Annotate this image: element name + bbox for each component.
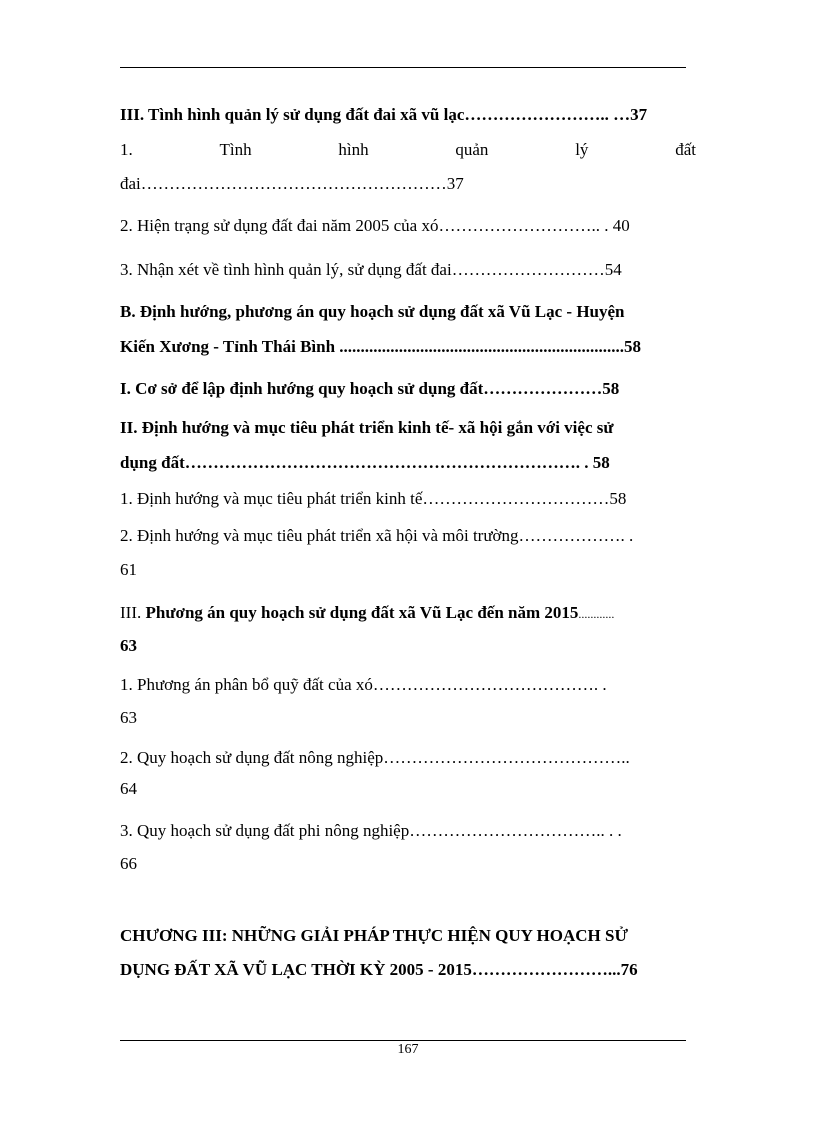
toc-entry-2-hien-trang[interactable]: 2. Hiện trạng sử dụng đất đai năm 2005 của xó……………………….. . 40	[120, 216, 630, 235]
toc-entry-3-phi-nong-nghiep-page: 66	[120, 854, 137, 873]
toc-entry-2-xa-hoi-page: 61	[120, 560, 137, 579]
word: lý	[575, 140, 589, 159]
toc-entry-b-dinh-huong[interactable]: B. Định hướng, phương án quy hoạch sử dụng đất xã Vũ Lạc - Huyện	[120, 302, 625, 321]
toc-entry-2-nong-nghiep[interactable]: 2. Quy hoạch sử dụng đất nông nghiệp……………………………………..	[120, 748, 630, 767]
toc-entry-iii-tinh-hinh[interactable]: III. Tình hình quản lý sử dụng đất đai xã vũ lạc…………………….. …37	[120, 105, 648, 124]
word: đất	[675, 140, 696, 159]
toc-entry-iii-phuong-an-page: 63	[120, 636, 137, 655]
toc-entry-1-tinh-hinh[interactable]	[120, 139, 696, 161]
toc-entry-chuong-iii[interactable]: CHƯƠNG III: NHỮNG GIẢI PHÁP THỰC HIỆN QUY HOẠCH SỬ	[120, 926, 628, 945]
toc-entry-1-kinh-te[interactable]: 1. Định hướng và mục tiêu phát triển kinh tế……………………………58	[120, 489, 627, 508]
toc-entry-ii-dinh-huong-cont[interactable]: dụng đất……………………………………………………………. . 58	[120, 453, 610, 472]
toc-entry-chuong-iii-cont[interactable]: DỤNG ĐẤT XÃ VŨ LẠC THỜI KỲ 2005 - 2015……………………...76	[120, 960, 638, 979]
toc-entry-i-co-so[interactable]: I. Cơ sở để lập định hướng quy hoạch sử dụng đất…………………58	[120, 379, 620, 398]
word: 1.	[120, 140, 133, 159]
toc-entry-1-phan-bo[interactable]: 1. Phương án phân bổ quỹ đất của xó…………………………………. .	[120, 675, 607, 694]
word: Tình	[219, 140, 252, 159]
toc-entry-3-phi-nong-nghiep[interactable]: 3. Quy hoạch sử dụng đất phi nông nghiệp…………………………….. . .	[120, 821, 622, 840]
toc-entry-b-dinh-huong-cont[interactable]: Kiến Xương - Tỉnh Thái Bình ...................................................................58	[120, 337, 642, 356]
word: quản	[455, 140, 489, 159]
page-number: 167	[397, 1042, 419, 1057]
toc-entry-3-nhan-xet[interactable]: 3. Nhận xét về tình hình quản lý, sử dụng đất đai………………………54	[120, 260, 622, 279]
toc-entry-ii-dinh-huong[interactable]: II. Định hướng và mục tiêu phát triển kinh tế- xã hội gắn với việc sử	[120, 418, 614, 437]
header-rule	[120, 67, 686, 68]
entry-prefix: III.	[120, 603, 142, 622]
word: hình	[338, 140, 369, 159]
footer-rule	[120, 1040, 686, 1041]
toc-entry-2-nong-nghiep-page: 64	[120, 779, 137, 798]
toc-entry-1-phan-bo-page: 63	[120, 708, 137, 727]
entry-dots: ............	[578, 607, 615, 621]
toc-entry-iii-phuong-an[interactable]	[120, 602, 696, 625]
toc-entry-2-xa-hoi[interactable]: 2. Định hướng và mục tiêu phát triển xã hội và môi trường………………. .	[120, 526, 634, 545]
entry-title: Phương án quy hoạch sử dụng đất xã Vũ Lạc đến năm 2015	[141, 603, 579, 622]
toc-entry-1-tinh-hinh-cont[interactable]: đai………………………………………………37	[120, 174, 464, 193]
